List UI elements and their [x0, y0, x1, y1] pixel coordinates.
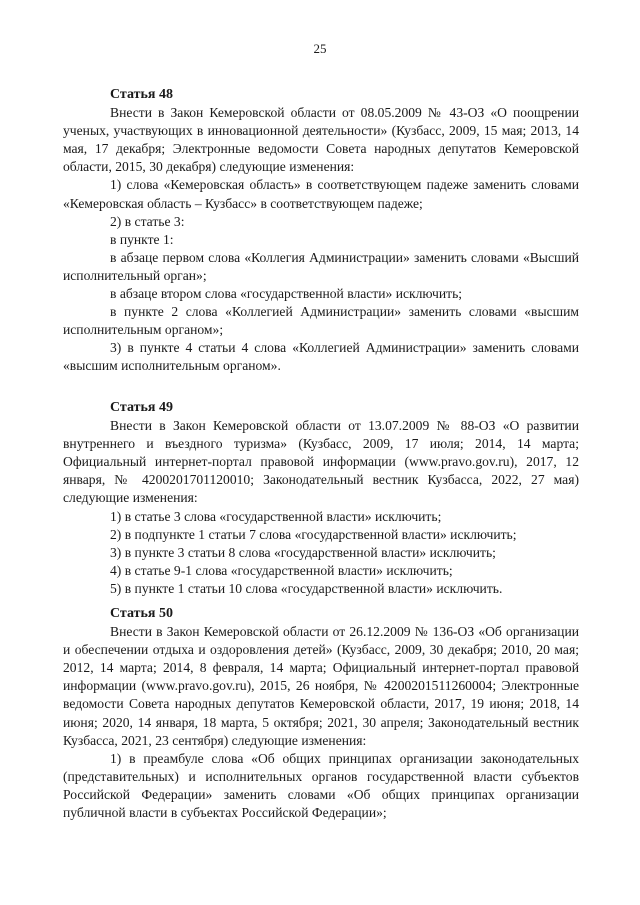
amendment-item: 1) в преамбуле слова «Об общих принципах организации законодательных (представительных) и исполнительных органов государственной власти субъектов Российской Федерации» заменить словами «Об общих принципах организации публичной власти в субъектах Российской Федерации»;	[63, 750, 579, 821]
amendment-item: 2) в подпункте 1 статьи 7 слова «государственной власти» исключить;	[110, 526, 517, 542]
article-50	[63, 605, 579, 822]
article-49	[63, 399, 579, 598]
amendment-item: 2) в статье 3:	[110, 213, 185, 229]
amendment-item: 5) в пункте 1 статьи 10 слова «государственной власти» исключить.	[110, 580, 503, 596]
amendment-item: в абзаце втором слова «государственной власти» исключить;	[110, 286, 463, 302]
amendment-item: в пункте 2 слова «Коллегией Администрации» заменить словами «высшим исполнительным органом»;	[63, 304, 579, 338]
amendment-item: 4) в статье 9-1 слова «государственной власти» исключить;	[110, 562, 453, 578]
page-number: 25	[313, 41, 327, 56]
article-48	[63, 86, 579, 376]
article-intro: Внести в Закон Кемеровской области от 13.07.2009 № 88-ОЗ «О развитии внутреннего и въездного туризма» (Кузбасс, 2009, 17 июля; 2014, 14 марта; Официальный интернет-портал правовой информации (www.pravo.gov.ru), 2017, 12 января, № 4200201701120010; Законодательный вестник Кузбасса, 2022, 27 мая) следующие изменения:	[63, 418, 579, 506]
amendment-item: 3) в пункте 3 статьи 8 слова «государственной власти» исключить;	[110, 544, 496, 560]
article-intro: Внести в Закон Кемеровской области от 26.12.2009 № 136-ОЗ «Об организации и обеспечении отдыха и оздоровления детей» (Кузбасс, 2009, 30 декабря; 2010, 20 мая; 2012, 14 марта; 2014, 8 февраля, 14 марта; Официальный интернет-портал правовой информации (www.pravo.gov.ru), 2015, 26 ноября, № 4200201511260004; Электронные ведомости Совета народных депутатов Кемеровской области, 2017, 19 июня; 2018, 14 июня; 2020, 14 января, 18 марта, 5 октября; 2021, 30 апреля; Законодательный вестник Кузбасса, 2021, 23 сентября) следующие изменения:	[63, 624, 579, 748]
amendment-item: 1) в статье 3 слова «государственной власти» исключить;	[110, 508, 442, 524]
article-title: Статья 48	[110, 87, 173, 102]
amendment-item: 3) в пункте 4 статьи 4 слова «Коллегией Администрации» заменить словами «высшим исполнительным органом».	[63, 340, 579, 374]
article-title: Статья 50	[110, 606, 173, 621]
amendment-item: в пункте 1:	[110, 231, 174, 247]
article-intro: Внести в Закон Кемеровской области от 08.05.2009 № 43-ОЗ «О поощрении ученых, участвующих в инновационной деятельности» (Кузбасс, 2009, 15 мая; 2013, 14 мая, 17 декабря; Электронные ведомости Совета народных депутатов Кемеровской области, 2015, 30 декабря) следующие изменения:	[63, 105, 579, 175]
amendment-item: 1) слова «Кемеровская область» в соответствующем падеже заменить словами «Кемеровская область – Кузбасс» в соответствующем падеже;	[63, 177, 579, 211]
article-title: Статья 49	[110, 400, 173, 415]
amendment-item: в абзаце первом слова «Коллегия Администрации» заменить словами «Высший исполнительный орган»;	[63, 249, 579, 283]
